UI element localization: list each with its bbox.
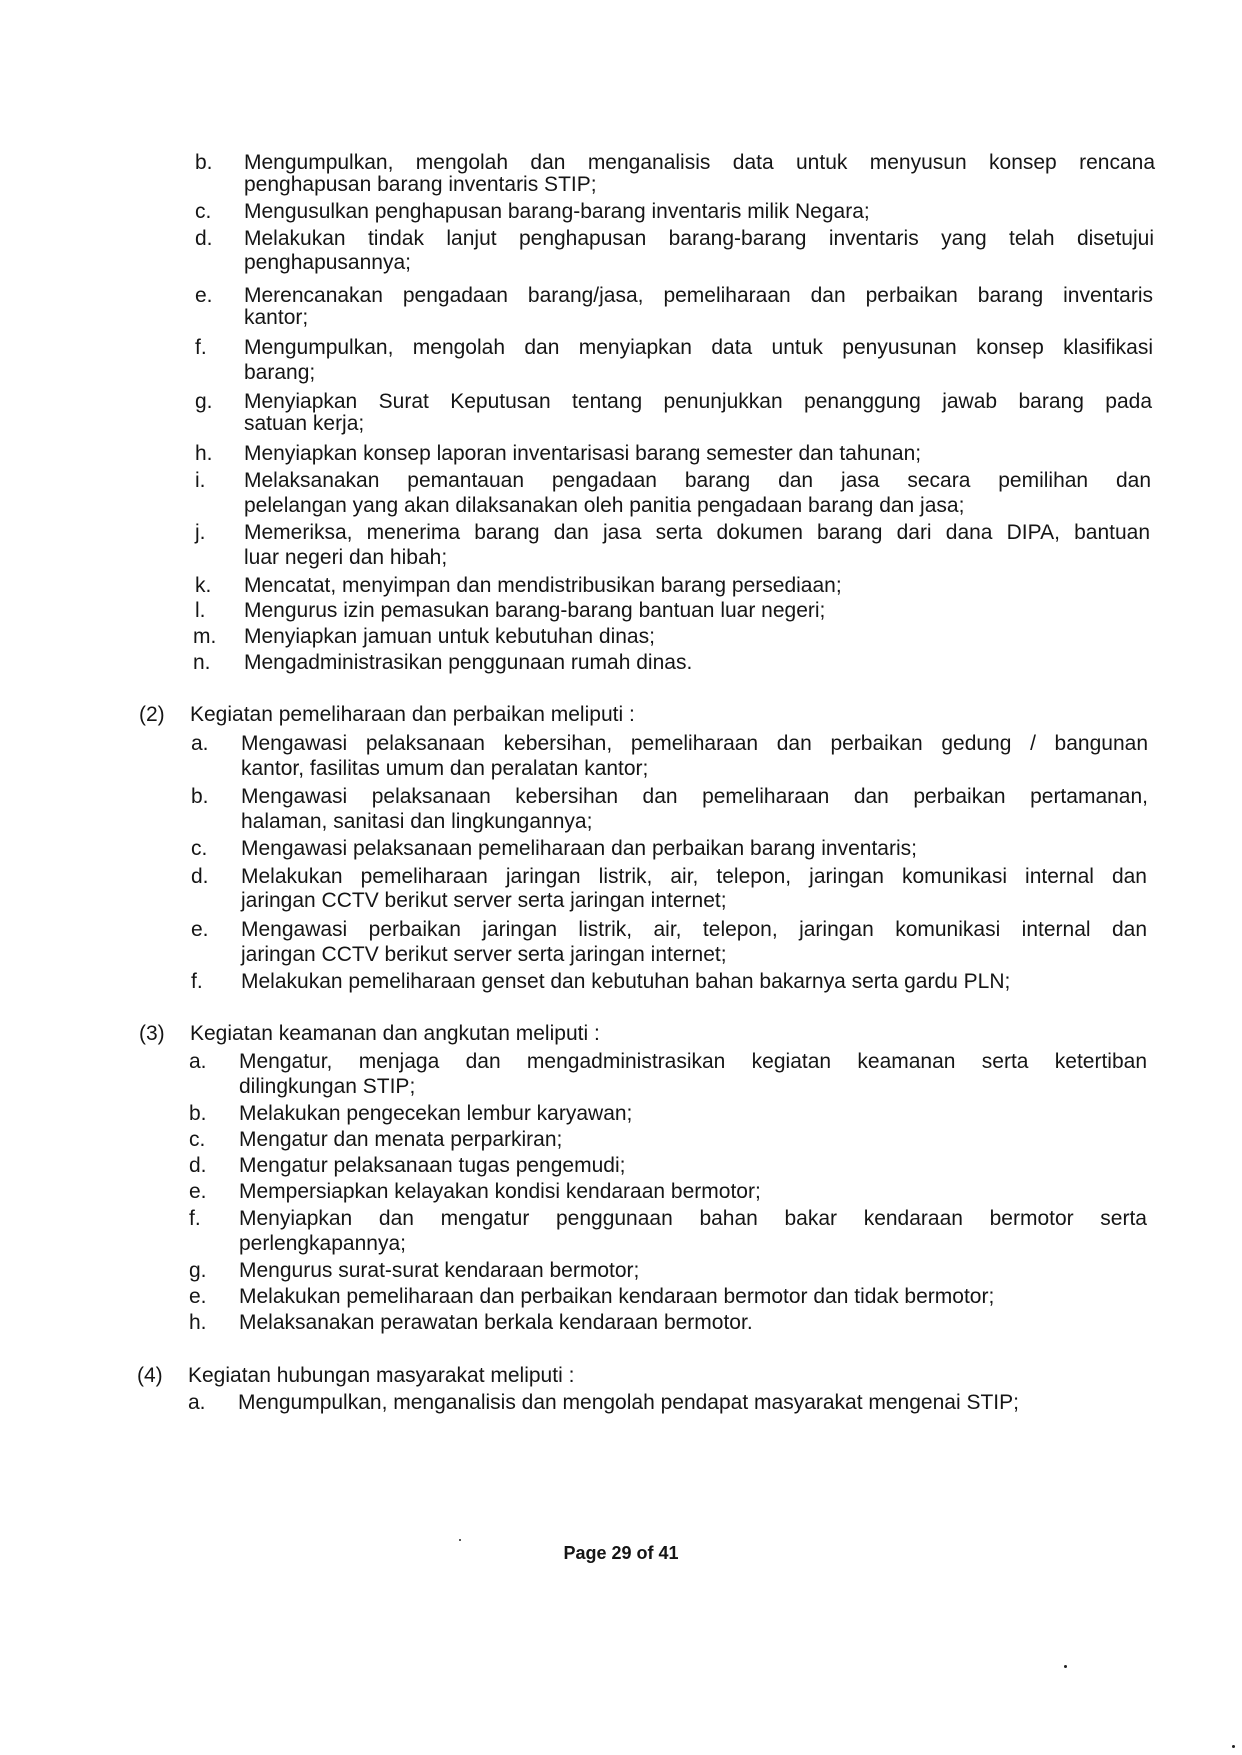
list-marker: c. bbox=[195, 200, 212, 223]
scan-speck bbox=[1064, 1665, 1067, 1668]
list-marker: l. bbox=[195, 599, 206, 622]
list-marker: c. bbox=[191, 837, 208, 860]
list-item-text: Melakukan pemeliharaan genset dan kebutuhan bahan bakarnya serta gardu PLN; bbox=[241, 970, 1011, 993]
list-marker: f. bbox=[189, 1207, 201, 1230]
section-title: Kegiatan keamanan dan angkutan meliputi : bbox=[190, 1022, 600, 1045]
list-marker: a. bbox=[191, 732, 209, 755]
list-item-text: Mengatur, menjaga dan mengadministrasikan kegiatan keamanan serta ketertiban bbox=[239, 1050, 1147, 1073]
list-item-text: Menyiapkan dan mengatur penggunaan bahan bakar kendaraan bermotor serta bbox=[239, 1207, 1147, 1230]
list-item-text: Mengumpulkan, menganalisis dan mengolah pendapat masyarakat mengenai STIP; bbox=[238, 1391, 1019, 1414]
list-item-text: Melakukan pemeliharaan jaringan listrik, air, telepon, jaringan komunikasi internal dan bbox=[241, 865, 1147, 888]
list-item-text: Merencanakan pengadaan barang/jasa, pemeliharaan dan perbaikan barang inventaris bbox=[244, 284, 1153, 307]
section-number: (2) bbox=[139, 703, 165, 726]
list-marker: b. bbox=[195, 151, 213, 174]
list-item-text: Mengatur pelaksanaan tugas pengemudi; bbox=[239, 1154, 626, 1177]
list-item-text: Mengadministrasikan penggunaan rumah dinas. bbox=[244, 651, 693, 674]
page-number: Page 29 of 41 bbox=[563, 1543, 679, 1563]
list-marker: g. bbox=[195, 390, 213, 413]
list-marker: c. bbox=[189, 1128, 206, 1151]
list-item-text: Mengawasi pelaksanaan pemeliharaan dan perbaikan barang inventaris; bbox=[241, 837, 917, 860]
scan-speck bbox=[459, 1539, 461, 1541]
list-marker: e. bbox=[191, 918, 209, 941]
list-item-text: perlengkapannya; bbox=[239, 1232, 406, 1255]
list-item-text: Melakukan pengecekan lembur karyawan; bbox=[239, 1102, 633, 1125]
section-title: Kegiatan pemeliharaan dan perbaikan meliputi : bbox=[190, 703, 635, 726]
list-marker: k. bbox=[195, 574, 212, 597]
list-marker: b. bbox=[189, 1102, 207, 1125]
scan-speck bbox=[1232, 1745, 1235, 1748]
list-item-text: Mempersiapkan kelayakan kondisi kendaraan bermotor; bbox=[239, 1180, 761, 1203]
list-marker: h. bbox=[189, 1311, 207, 1334]
list-marker: e. bbox=[195, 284, 213, 307]
list-item-text: penghapusan barang inventaris STIP; bbox=[244, 173, 597, 196]
list-item-text: Melakukan tindak lanjut penghapusan barang-barang inventaris yang telah disetujui bbox=[244, 227, 1154, 250]
list-item-text: Mengumpulkan, mengolah dan menganalisis data untuk menyusun konsep rencana bbox=[244, 151, 1155, 174]
list-item-text: kantor; bbox=[244, 306, 309, 329]
list-item-text: luar negeri dan hibah; bbox=[244, 546, 448, 569]
list-marker: j. bbox=[195, 521, 206, 544]
list-item-text: Menyiapkan Surat Keputusan tentang penunjukkan penanggung jawab barang pada bbox=[244, 390, 1152, 413]
list-marker: d. bbox=[191, 865, 209, 888]
list-item-text: Mengawasi pelaksanaan kebersihan, pemeliharaan dan perbaikan gedung / bangunan bbox=[241, 732, 1148, 755]
list-item-text: dilingkungan STIP; bbox=[239, 1075, 416, 1098]
list-item-text: jaringan CCTV berikut server serta jaringan internet; bbox=[241, 889, 727, 912]
list-item-text: Mengurus izin pemasukan barang-barang bantuan luar negeri; bbox=[244, 599, 826, 622]
list-item-text: kantor, fasilitas umum dan peralatan kantor; bbox=[241, 757, 649, 780]
list-marker: f. bbox=[191, 970, 203, 993]
list-item-text: Mengawasi pelaksanaan kebersihan dan pemeliharaan dan perbaikan pertamanan, bbox=[241, 785, 1148, 808]
section-number: (4) bbox=[137, 1364, 163, 1387]
list-item-text: jaringan CCTV berikut server serta jaringan internet; bbox=[241, 943, 727, 966]
list-marker: a. bbox=[189, 1050, 207, 1073]
list-item-text: barang; bbox=[244, 361, 316, 384]
list-marker: g. bbox=[189, 1259, 207, 1282]
section-number: (3) bbox=[139, 1022, 165, 1045]
section-title: Kegiatan hubungan masyarakat meliputi : bbox=[188, 1364, 575, 1387]
list-item-text: Menyiapkan konsep laporan inventarisasi barang semester dan tahunan; bbox=[244, 442, 922, 465]
list-item-text: halaman, sanitasi dan lingkungannya; bbox=[241, 810, 593, 833]
list-marker: e. bbox=[189, 1180, 207, 1203]
list-marker: d. bbox=[189, 1154, 207, 1177]
list-item-text: Menyiapkan jamuan untuk kebutuhan dinas; bbox=[244, 625, 655, 648]
list-item-text: Mencatat, menyimpan dan mendistribusikan barang persediaan; bbox=[244, 574, 842, 597]
list-item-text: Melaksanakan pemantauan pengadaan barang dan jasa secara pemilihan dan bbox=[244, 469, 1151, 492]
list-item-text: Memeriksa, menerima barang dan jasa serta dokumen barang dari dana DIPA, bantuan bbox=[244, 521, 1150, 544]
list-item-text: Mengawasi perbaikan jaringan listrik, air, telepon, jaringan komunikasi internal dan bbox=[241, 918, 1147, 941]
list-marker: n. bbox=[193, 651, 211, 674]
list-item-text: Mengatur dan menata perparkiran; bbox=[239, 1128, 563, 1151]
list-marker: e. bbox=[189, 1285, 207, 1308]
list-marker: m. bbox=[193, 625, 217, 648]
list-marker: h. bbox=[195, 442, 213, 465]
list-item-text: pelelangan yang akan dilaksanakan oleh panitia pengadaan barang dan jasa; bbox=[244, 494, 965, 517]
list-item-text: Melakukan pemeliharaan dan perbaikan kendaraan bermotor dan tidak bermotor; bbox=[239, 1285, 995, 1308]
list-marker: i. bbox=[195, 469, 206, 492]
list-item-text: penghapusannya; bbox=[244, 251, 411, 274]
list-marker: f. bbox=[195, 336, 207, 359]
list-marker: d. bbox=[195, 227, 213, 250]
list-item-text: Melaksanakan perawatan berkala kendaraan bermotor. bbox=[239, 1311, 753, 1334]
list-marker: b. bbox=[191, 785, 209, 808]
list-item-text: Mengumpulkan, mengolah dan menyiapkan data untuk penyusunan konsep klasifikasi bbox=[244, 336, 1153, 359]
list-item-text: satuan kerja; bbox=[244, 412, 365, 435]
list-item-text: Mengurus surat-surat kendaraan bermotor; bbox=[239, 1259, 640, 1282]
list-item-text: Mengusulkan penghapusan barang-barang inventaris milik Negara; bbox=[244, 200, 870, 223]
list-marker: a. bbox=[188, 1391, 206, 1414]
